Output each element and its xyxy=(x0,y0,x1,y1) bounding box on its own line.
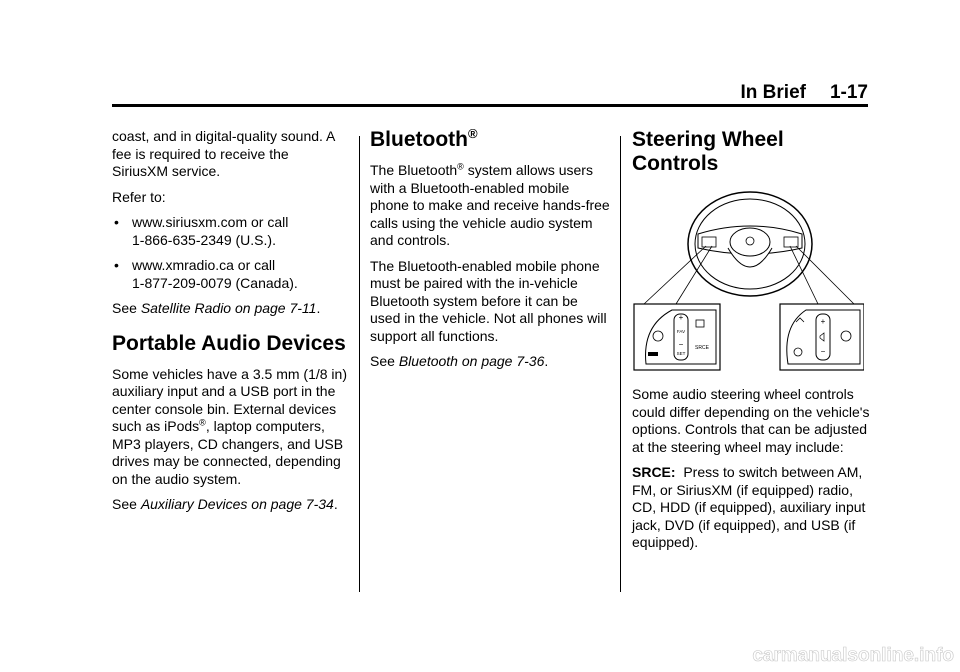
see-prefix: See xyxy=(112,300,141,316)
text-part: Press to switch between AM, FM, or SiriusXM (if equipped) radio, CD, HDD (if equipped), auxiliary input jack, DVD (if equipped), and USB (if equipped). xyxy=(632,464,866,550)
fav-label: FAV xyxy=(676,329,686,334)
paragraph-bluetooth-system xyxy=(370,162,610,250)
phone-canada: 1-877-209-0079 (Canada). xyxy=(132,274,298,291)
column-divider-1 xyxy=(359,136,360,592)
paragraph-portable-audio xyxy=(112,366,348,489)
steering-wheel-illustration xyxy=(632,186,864,376)
steering-wheel-figure xyxy=(632,186,864,376)
bullet-item xyxy=(112,214,348,249)
watermark-text: carmanualsonline.info xyxy=(752,645,954,666)
text-part: Some vehicles have a 3.5 mm (1/8 in) auxiliary input and a USB port in the center console bin. External devices such as iPods xyxy=(112,365,347,434)
column-2 xyxy=(370,128,610,379)
link-xmradio[interactable]: www.xmradio.ca or call xyxy=(132,257,276,273)
xref-bluetooth[interactable]: Bluetooth on page 7-36 xyxy=(398,353,545,369)
paragraph-refer: Refer to: xyxy=(112,188,166,205)
see-auxiliary-devices xyxy=(112,496,348,514)
link-siriusxm[interactable]: www.siriusxm.com or call xyxy=(132,214,289,230)
heading-bluetooth xyxy=(370,128,610,152)
svg-text:+: + xyxy=(820,317,826,326)
column-divider-2 xyxy=(620,136,621,592)
see-satellite-radio xyxy=(112,300,348,318)
page-header xyxy=(112,82,868,104)
heading-steering-wheel-controls: Steering Wheel Controls xyxy=(632,128,784,175)
watermark xyxy=(676,644,956,666)
see-prefix: See xyxy=(370,353,399,369)
xref-satellite-radio[interactable]: Satellite Radio on page 7-11 xyxy=(140,300,317,316)
svg-text:−: − xyxy=(820,347,826,356)
see-suffix: . xyxy=(544,353,549,369)
registered-mark: ® xyxy=(467,126,478,141)
heading-text: Bluetooth xyxy=(370,128,468,151)
text-part: , laptop computers, MP3 players, CD changers, and USB drives may be connected, depending on the audio system. xyxy=(112,418,344,487)
paragraph-srce xyxy=(632,464,872,552)
page-number: 1-17 xyxy=(829,82,868,103)
registered-mark: ® xyxy=(199,417,206,428)
column-1 xyxy=(112,128,348,522)
bullet-icon: • xyxy=(114,214,119,230)
svg-text:−: − xyxy=(678,340,684,349)
heading-portable-audio: Portable Audio Devices xyxy=(112,331,346,355)
see-prefix: See xyxy=(112,496,141,512)
srce-label: SRCE xyxy=(695,345,709,351)
see-bluetooth xyxy=(370,353,610,371)
text-part: The Bluetooth xyxy=(370,162,458,178)
column-3 xyxy=(632,128,872,560)
see-suffix: . xyxy=(333,496,338,512)
set-label: SET xyxy=(676,351,686,356)
paragraph-steering-controls: Some audio steering wheel controls could differ depending on the vehicle's options. Controls that can be adjusted at the steering wheel may include: xyxy=(632,386,870,455)
see-suffix: . xyxy=(316,300,321,316)
registered-mark: ® xyxy=(457,161,464,172)
header-rule xyxy=(112,104,868,107)
section-title: In Brief xyxy=(740,82,806,103)
text-part: system allows users with a Bluetooth-enabled mobile phone to make and receive hands-free calls using the vehicle audio system and controls. xyxy=(370,162,610,248)
svg-text:+: + xyxy=(678,313,684,322)
bullet-icon: • xyxy=(114,257,119,273)
paragraph-siriusxm: coast, and in digital-quality sound. A fee is required to receive the SiriusXM service. xyxy=(112,128,335,179)
bullet-item xyxy=(112,257,348,292)
xref-auxiliary-devices[interactable]: Auxiliary Devices on page 7-34 xyxy=(140,496,334,512)
term-srce: SRCE: xyxy=(632,464,676,480)
phone-us: 1-866-635-2349 (U.S.). xyxy=(132,231,276,248)
paragraph-bluetooth-pairing: The Bluetooth-enabled mobile phone must be paired with the in-vehicle Bluetooth system before it can be used in the vehicle. Not all phones will support all functions. xyxy=(370,257,607,344)
